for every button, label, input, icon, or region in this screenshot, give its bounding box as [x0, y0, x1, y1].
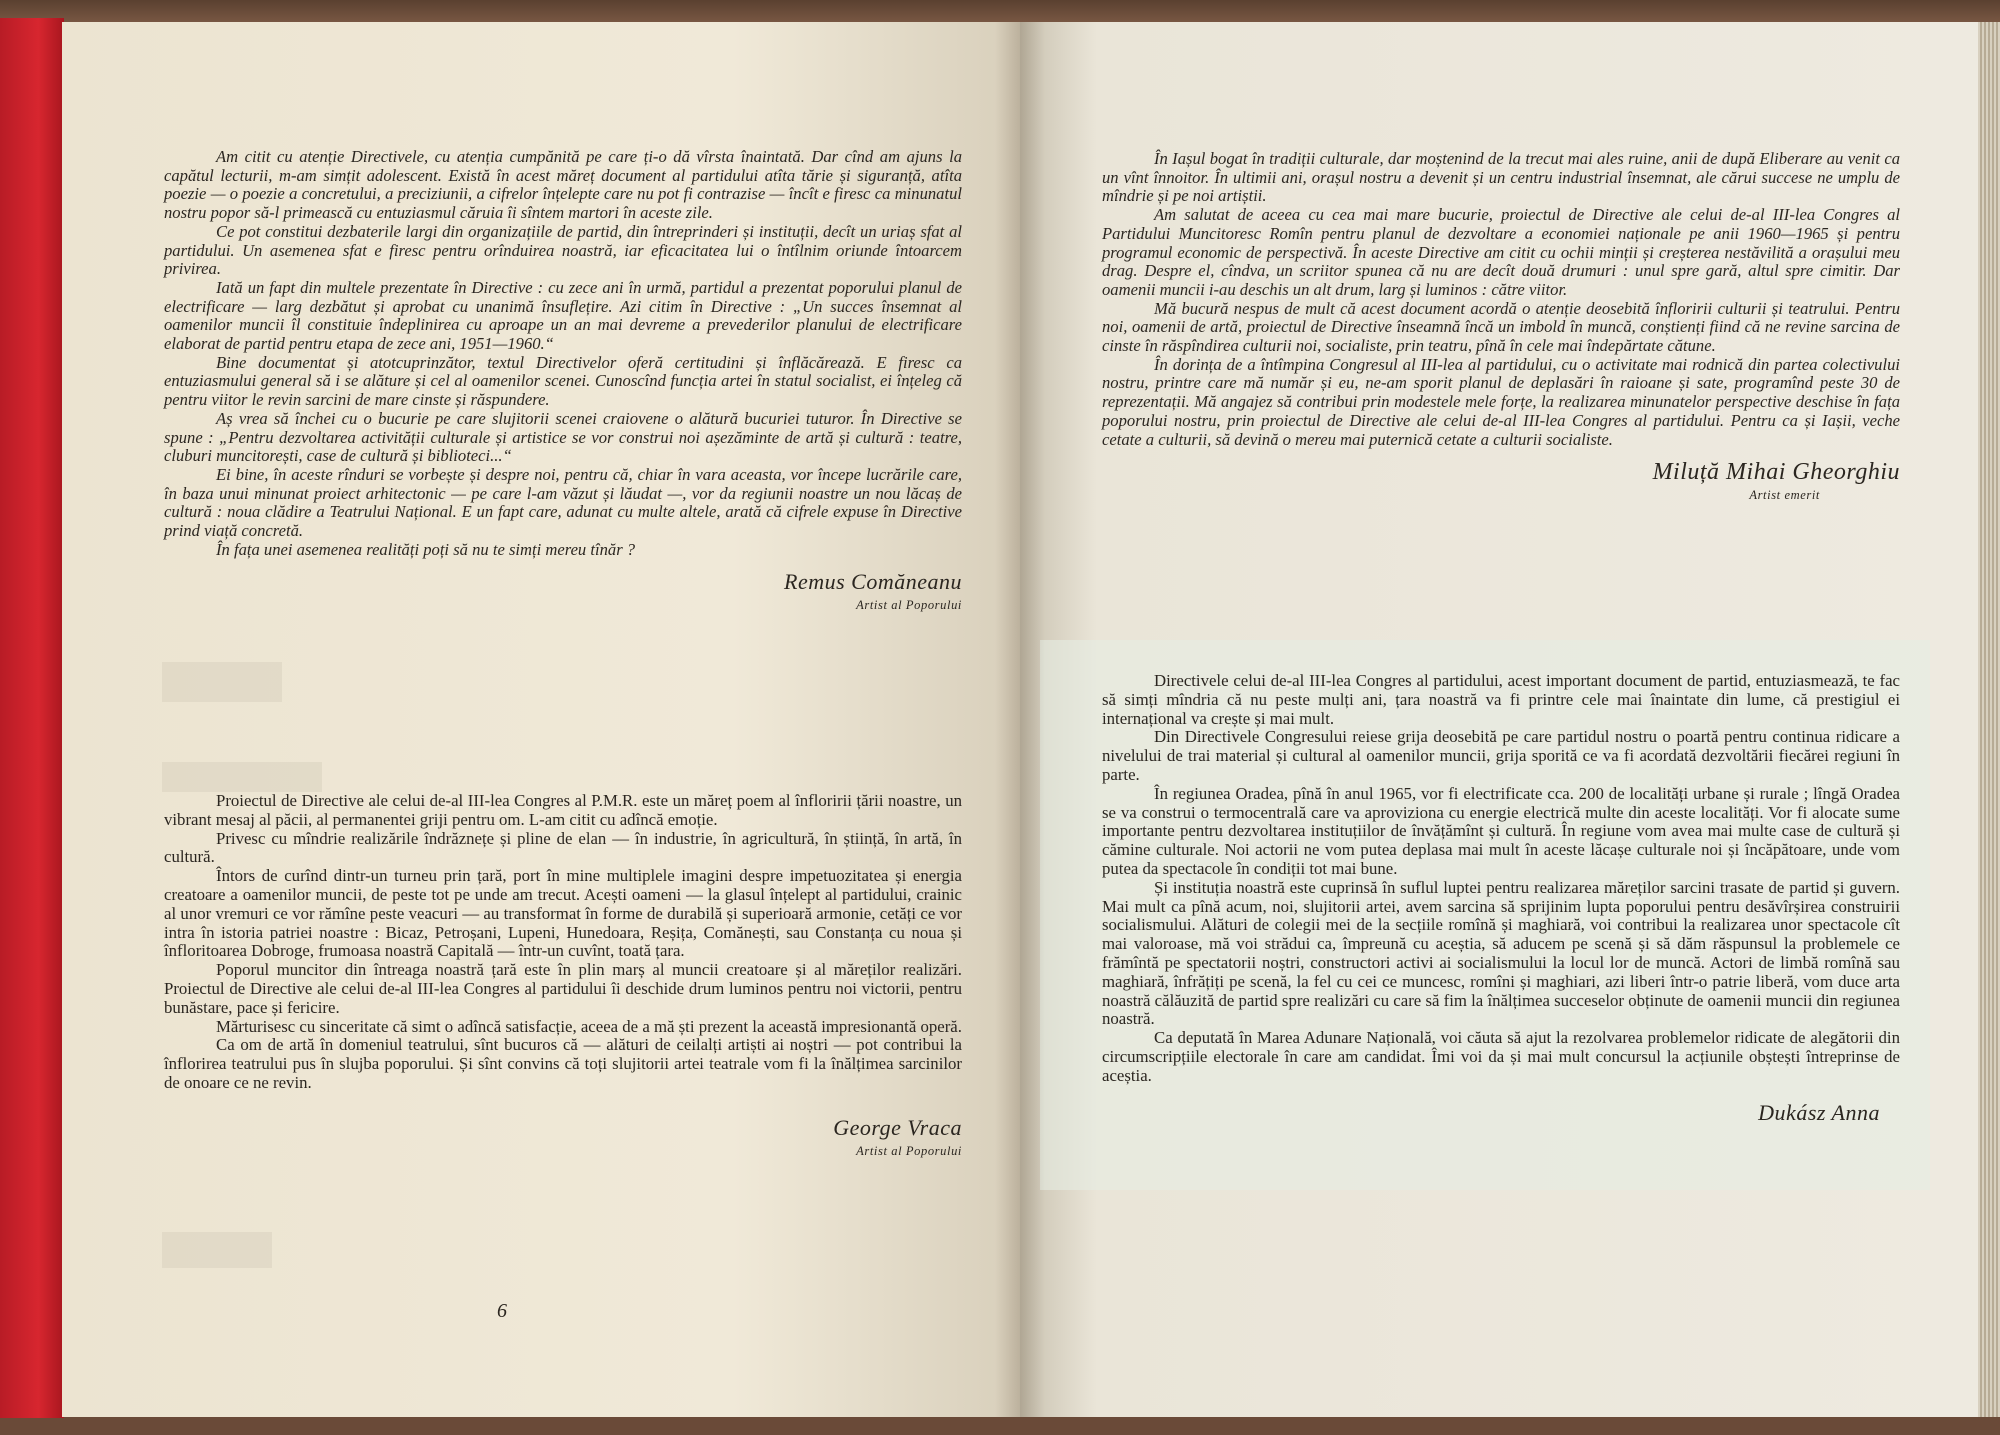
article-dukasz	[1102, 671, 1900, 1125]
paragraph: Mărturisesc cu sinceritate că simt o adîncă satisfacție, aceea de a mă ști prezent la această impresionantă operă.	[216, 1016, 962, 1036]
paragraph: Ce pot constitui dezbaterile largi din organizațiile de partid, din întreprinderi și instituții, decît un uriaș sfat al partidului. Un asemenea sfat e firesc pentru orînduirea noastră, iar eficacitatea lui o întîlnim oriunde întoarcem privirea.	[164, 221, 962, 279]
paragraph: În fața unei asemenea realități poți să nu te simți mereu tînăr ?	[216, 539, 636, 559]
author-signature: George Vraca	[833, 1114, 962, 1140]
paragraph: Ca om de artă în domeniul teatrului, sînt bucuros că — alături de ceilalți artiști ai noștri — pot contribui la înflorirea teatrului pus în slujba poporului. Și sînt convins că toți slujitorii artei teatrale vom fi la înălțimea sarcinilor de onoare ce ne revin.	[164, 1035, 962, 1092]
article-comaneanu	[164, 148, 962, 615]
article-gheorghiu	[1102, 150, 1900, 505]
paragraph: În dorința de a întîmpina Congresul al III-lea al partidului, cu o activitate mai rodnică din partea colectivului nostru, printre care mă număr și eu, ne-am sporit planul de deplasări în raioane și sate, programînd peste 30 de reprezentații. Mă angajez să contribui prin modestele mele forțe, la realizarea minunatelor perspective deschise în fața poporului nostru, prin proiectul de Directive ale celui de-al III-lea Congres al partidului. Pentru ca și Iașii, veche cetate a culturii, să devină o mereu mai puternică cetate a culturii socialiste.	[1102, 354, 1900, 449]
author-title: Artist al Poporului	[856, 1143, 962, 1158]
paragraph: Poporul muncitor din întreaga noastră țară este în plin marș al muncii creatoare și al măreților realizări. Proiectul de Directive ale celui de-al III-lea Congres al partidului îi deschide drum luminos pentru noi victorii, pentru bunăstare, pace și fericire.	[164, 960, 962, 1017]
page-number: 6	[497, 1300, 507, 1322]
paragraph: Am salutat de aceea cu cea mai mare bucurie, proiectul de Directive ale celui de-al III-lea Congres al Partidului Muncitoresc Romîn pentru planul de dezvoltare a economiei naționale pe anii 1960—1965 și pentru programul economic de perspectivă. În aceste Directive am citit cu ochii minții și creșterea nestăvilită a orașului meu drag. Despre el, cîndva, un scriitor spunea că nu are decît două drumuri : unul spre gară, altul spre cimitir. Dar oamenii muncii i-au deschis un alt drum, larg și luminos : către viitor.	[1102, 205, 1900, 299]
paragraph: Ca deputată în Marea Adunare Națională, voi căuta să ajut la rezolvarea problemelor ridicate de alegătorii din circumscripțiile electorale în care am candidat. Îmi voi da și mai mult concursul la acțiunile obștești întreprinse de aceștia.	[1102, 1028, 1900, 1085]
author-signature: Miluță Mihai Gheorghiu	[1652, 459, 1900, 486]
paragraph: Ei bine, în aceste rînduri se vorbește și despre noi, pentru că, chiar în vara aceasta, vor începe lucrările care, în baza unui minunat proiect arhitectonic — pe care l-am văzut și lăudat —, vor da regiunii noastre un nou lăcaș de cultură : noua clădire a Teatrului Național. E un fapt care, adunat cu multe altele, arată că cifrele expuse în Directive prind viață concretă.	[164, 464, 962, 541]
author-signature: Dukász Anna	[1758, 1099, 1880, 1125]
right-page	[1020, 22, 1982, 1417]
paragraph: În regiunea Oradea, pînă în anul 1965, vor fi electrificate cca. 200 de localități urbane și rurale ; lîngă Oradea se va construi o termocentrală care va aproviziona cu energie electrică multe din aceste localități. Vor fi alocate sume importante pentru dezvoltarea instituțiilor de învățămînt și cultură. În regiune vom avea mai multe case de cultură și cămine culturale. Noi actorii ne vom putea deplasa mai mult în aceste lăcașe culturale noi și încăpătoare, unde vom putea da spectacole în condiții tot mai bune.	[1102, 783, 1900, 878]
author-title: Artist emerit	[1749, 487, 1820, 502]
book-spine-shadow	[995, 22, 1045, 1417]
paragraph: Mă bucură nespus de mult că acest document acordă o atenție deosebită înfloririi culturii și teatrului. Pentru noi, oamenii de artă, proiectul de Directive înseamnă încă un imbold în muncă, conștienți fiind că ne revine sarcina de cinste în răspîndirea culturii noi, socialiste, prin teatru, pînă în cele mai îndepărtate cătune.	[1102, 298, 1900, 356]
author-signature: Remus Comăneanu	[784, 569, 962, 595]
paragraph: Aș vrea să închei cu o bucurie pe care slujitorii scenei craiovene o alătură bucuriei tuturor. În Directive se spune : „Pentru dezvoltarea activității culturale și artistice se vor construi noi așezăminte de artă și cultură : teatre, cluburi muncitorești, case de cultură și biblioteci...“	[164, 408, 962, 466]
show-through-block	[162, 762, 322, 792]
left-page	[62, 22, 1020, 1417]
paragraph: Bine documentat și atotcuprinzător, textul Directivelor oferă certitudini și înflăcărează. E firesc ca entuziasmului general să i se alăture și cel al oamenilor scenei. Cunoscînd funcția artei în statul socialist, ei înțeleg că pentru viitor le revin sarcini de mare cinste și răspundere.	[164, 352, 962, 410]
paragraph: Proiectul de Directive ale celui de-al III-lea Congres al P.M.R. este un măreț poem al înfloririi țării noastre, un vibrant mesaj al păcii, al permanentei griji pentru om. L-am citit cu adîncă emoție.	[164, 791, 962, 829]
paragraph: Din Directivele Congresului reiese grija deosebită pe care partidul nostru o poartă pentru continua ridicare a nivelului de trai material și cultural al oamenilor muncii, grija sporită ce va fi acordată dezvoltării fiecărei regiuni în parte.	[1102, 727, 1900, 784]
paragraph: Întors de curînd dintr-un turneu prin țară, port în mine multiplele imagini despre impetuozitatea și energia creatoare a oamenilor muncii, de peste tot pe unde am trecut. Acești oameni — la glasul înțelept al partidului, crainic al unor vremuri ce vor rămîne peste veacuri — au transformat în forme de durabilă și superioară armonie, cetăți ce vor intra în istoria patriei noastre : Bicaz, Petroșani, Lupeni, Hunedoara, Reșița, Comănești, sau Constanța cu noua și înfloritoarea Dobroge, frumoasa noastră Capitală — într-un cuvînt, toată țara.	[164, 866, 962, 961]
paragraph: Directivele celui de-al III-lea Congres al partidului, acest important document de partid, entuziasmează, te fac să simți mîndria că nu peste mulți ani, țara noastră va fi printre cele mai înaintate din lume, că prestigiul ei internațional va crește și mai mult.	[1102, 671, 1900, 728]
article-vraca	[164, 792, 962, 1160]
show-through-block	[162, 1232, 272, 1268]
author-title: Artist al Poporului	[856, 598, 962, 613]
paragraph: Am citit cu atenție Directivele, cu atenția cumpănită pe care ți-o dă vîrsta înaintată. Dar cînd am ajuns la capătul lecturii, m-am simțit adolescent. Există în acest măreț document al partidului atîta tărie și siguranță, atîta poezie — o poezie a concretului, a preciziunii, a cifrelor înțelepte care nu pot fi contrazise — încît e firesc ca minunatul nostru popor să-l primească cu entuziasmul căruia îi sîntem martori în aceste zile.	[164, 147, 962, 223]
page-stack-edge	[1978, 22, 2000, 1417]
paragraph: Iată un fapt din multele prezentate în Directive : cu zece ani în urmă, partidul a prezentat poporului planul de electrificare — larg dezbătut și aprobat cu unanimă însuflețire. Azi citim în Directive : „Un succes însemnat al oamenilor muncii îl constituie îndeplinirea cu aproape un an mai devreme a prevederilor planului de electrificare elaborat de partid pentru etapa de zece ani, 1951—1960.“	[164, 277, 962, 354]
book-cover-top-edge	[0, 0, 2000, 24]
show-through-block	[162, 662, 282, 702]
paragraph: În Iașul bogat în tradiții culturale, dar moștenind de la trecut mai ales ruine, anii de după Eliberare au venit ca un vînt înnoitor. În ultimii ani, orașul nostru a devenit și un centru industrial însemnat, ale cărui succese ne umplu de mîndrie și pe noi artiștii.	[1102, 149, 1900, 206]
book-cover-left-edge	[0, 18, 64, 1418]
paragraph: Și instituția noastră este cuprinsă în suflul luptei pentru realizarea măreților sarcini trasate de partid și guvern. Mai mult ca pînă acum, noi, slujitorii artei, avem sarcina să sprijinim lupta poporului pentru desăvîrșirea construirii socialismului. Alături de colegii mei de la secțiile romînă și maghiară, voi contribui la realizarea unor spectacole cît mai valoroase, mă voi strădui ca, împreună cu aceștia, să aducem pe scenă și să dăm răspunsul la problemele ce frămîntă pe spectatorii noștri, constructori activi ai socialismului la locul lor de muncă. Actori de limbă romînă sau maghiară, înfrățiți pe scenă, la fel cu cei ce muncesc, romîni și maghiari, azi liberi într-o patrie liberă, vom duce arta noastră călăuzită de partid spre realizări cu care să fim la înălțimea succeselor obținute de oamenii muncii din regiunea noastră.	[1102, 877, 1900, 1029]
paragraph: Privesc cu mîndrie realizările îndrăznețe și pline de elan — în industrie, în agricultură, în știință, în artă, în cultură.	[164, 828, 962, 867]
